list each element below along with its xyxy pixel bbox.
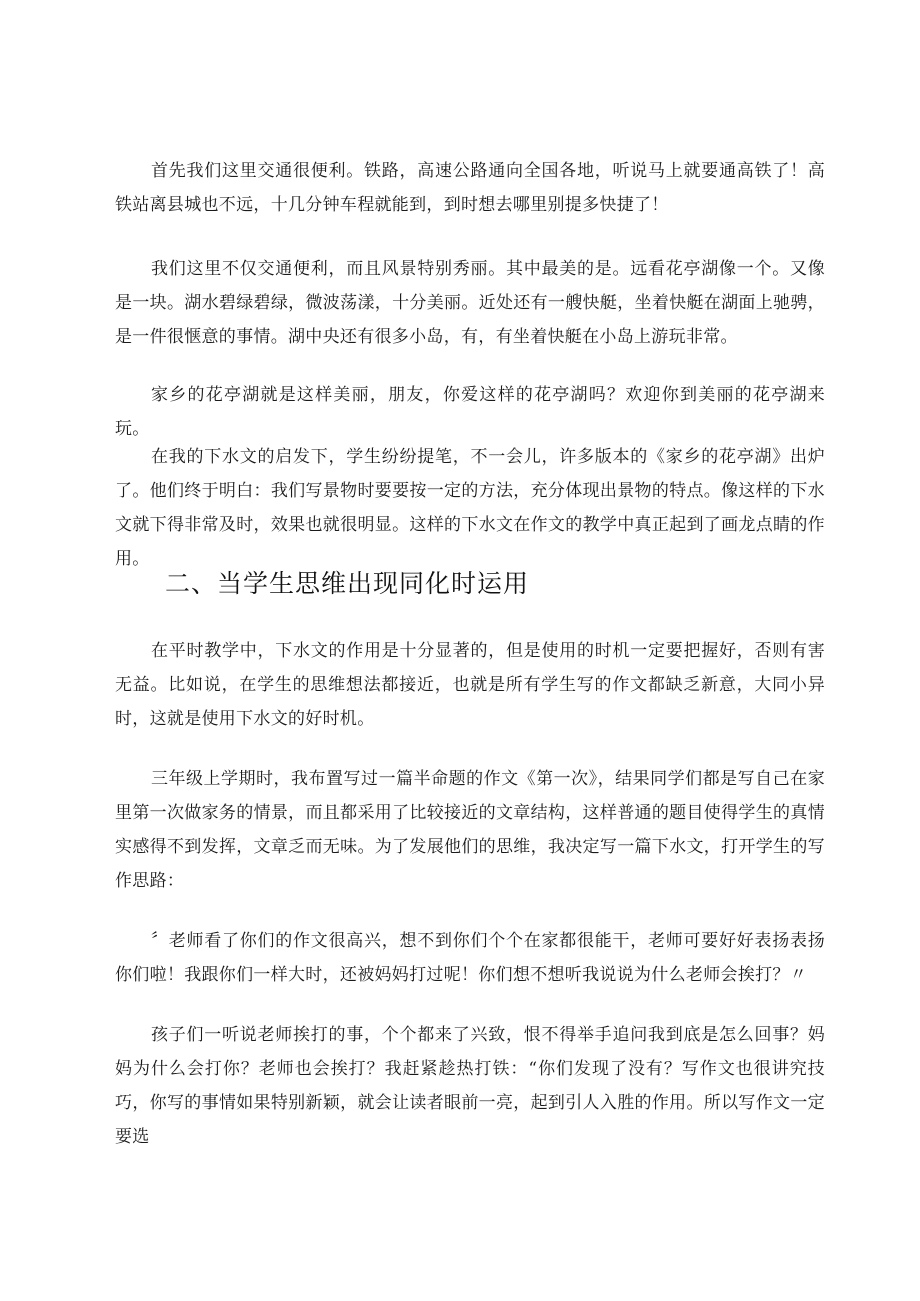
paragraph-reaction: 孩子们一听说老师挨打的事，个个都来了兴致，恨不得举手追问我到底是怎么回事？妈妈为什么会打你？老师也会挨打？我赶紧趁热打铁：“你们发现了没有？写作文也很讲究技巧，你写的事情如果特别新颖，就会让读者眼前一亮，起到引人入胜的作用。所以写作文一定要选 — [115, 1025, 825, 1147]
paragraph-example: 三年级上学期时，我布置写过一篇半命题的作文《第一次》，结果同学们都是写自己在家里第一次做家务的情景，而且都采用了比较接近的文章结构，这样普通的题目使得学生的真情实感得不到发挥，文章乏而无味。为了发展他们的思维，我决定写一篇下水文，打开学生的写作思路： — [115, 769, 825, 891]
paragraph-invitation: 家乡的花亭湖就是这样美丽，朋友，你爱这样的花亭湖吗？欢迎你到美丽的花亭湖来玩。 — [115, 385, 825, 439]
paragraph-timing: 在平时教学中，下水文的作用是十分显著的，但是使用的时机一定要把握好，否则有害无益。比如说，在学生的思维想法都接近，也就是所有学生写的作文都缺乏新意，大同小异时，这就是使用下水文的好时机。 — [115, 641, 825, 729]
paragraph-scenery: 我们这里不仅交通便利，而且风景特别秀丽。其中最美的是。远看花亭湖像一个。又像是一块。湖水碧绿碧绿，微波荡漾，十分美丽。近处还有一艘快艇，坐着快艇在湖面上驰骋，是一件很惬意的事情。湖中央还有很多小岛，有，有坐着快艇在小岛上游玩非常。 — [115, 259, 825, 347]
section-heading: 二、当学生思维出现同化时运用 — [165, 569, 530, 598]
paragraph-quote: 〞老师看了你们的作文很高兴，想不到你们个个在家都很能干，老师可要好好表扬表扬你们啦！我跟你们一样大时，还被妈妈打过呢！你们想不想听我说说为什么老师会挨打？〃 — [115, 931, 825, 985]
paragraph-inspiration: 在我的下水文的启发下，学生纷纷提笔，不一会儿，许多版本的《家乡的花亭湖》出炉了。他们终于明白：我们写景物时要要按一定的方法，充分体现出景物的特点。像这样的下水文就下得非常及时，效果也就很明显。这样的下水文在作文的教学中真正起到了画龙点睛的作用。 — [115, 447, 825, 569]
paragraph-transport: 首先我们这里交通很便利。铁路，高速公路通向全国各地，听说马上就要通高铁了！高铁站离县城也不远，十几分钟车程就能到，到时想去哪里别提多快捷了！ — [115, 161, 825, 215]
